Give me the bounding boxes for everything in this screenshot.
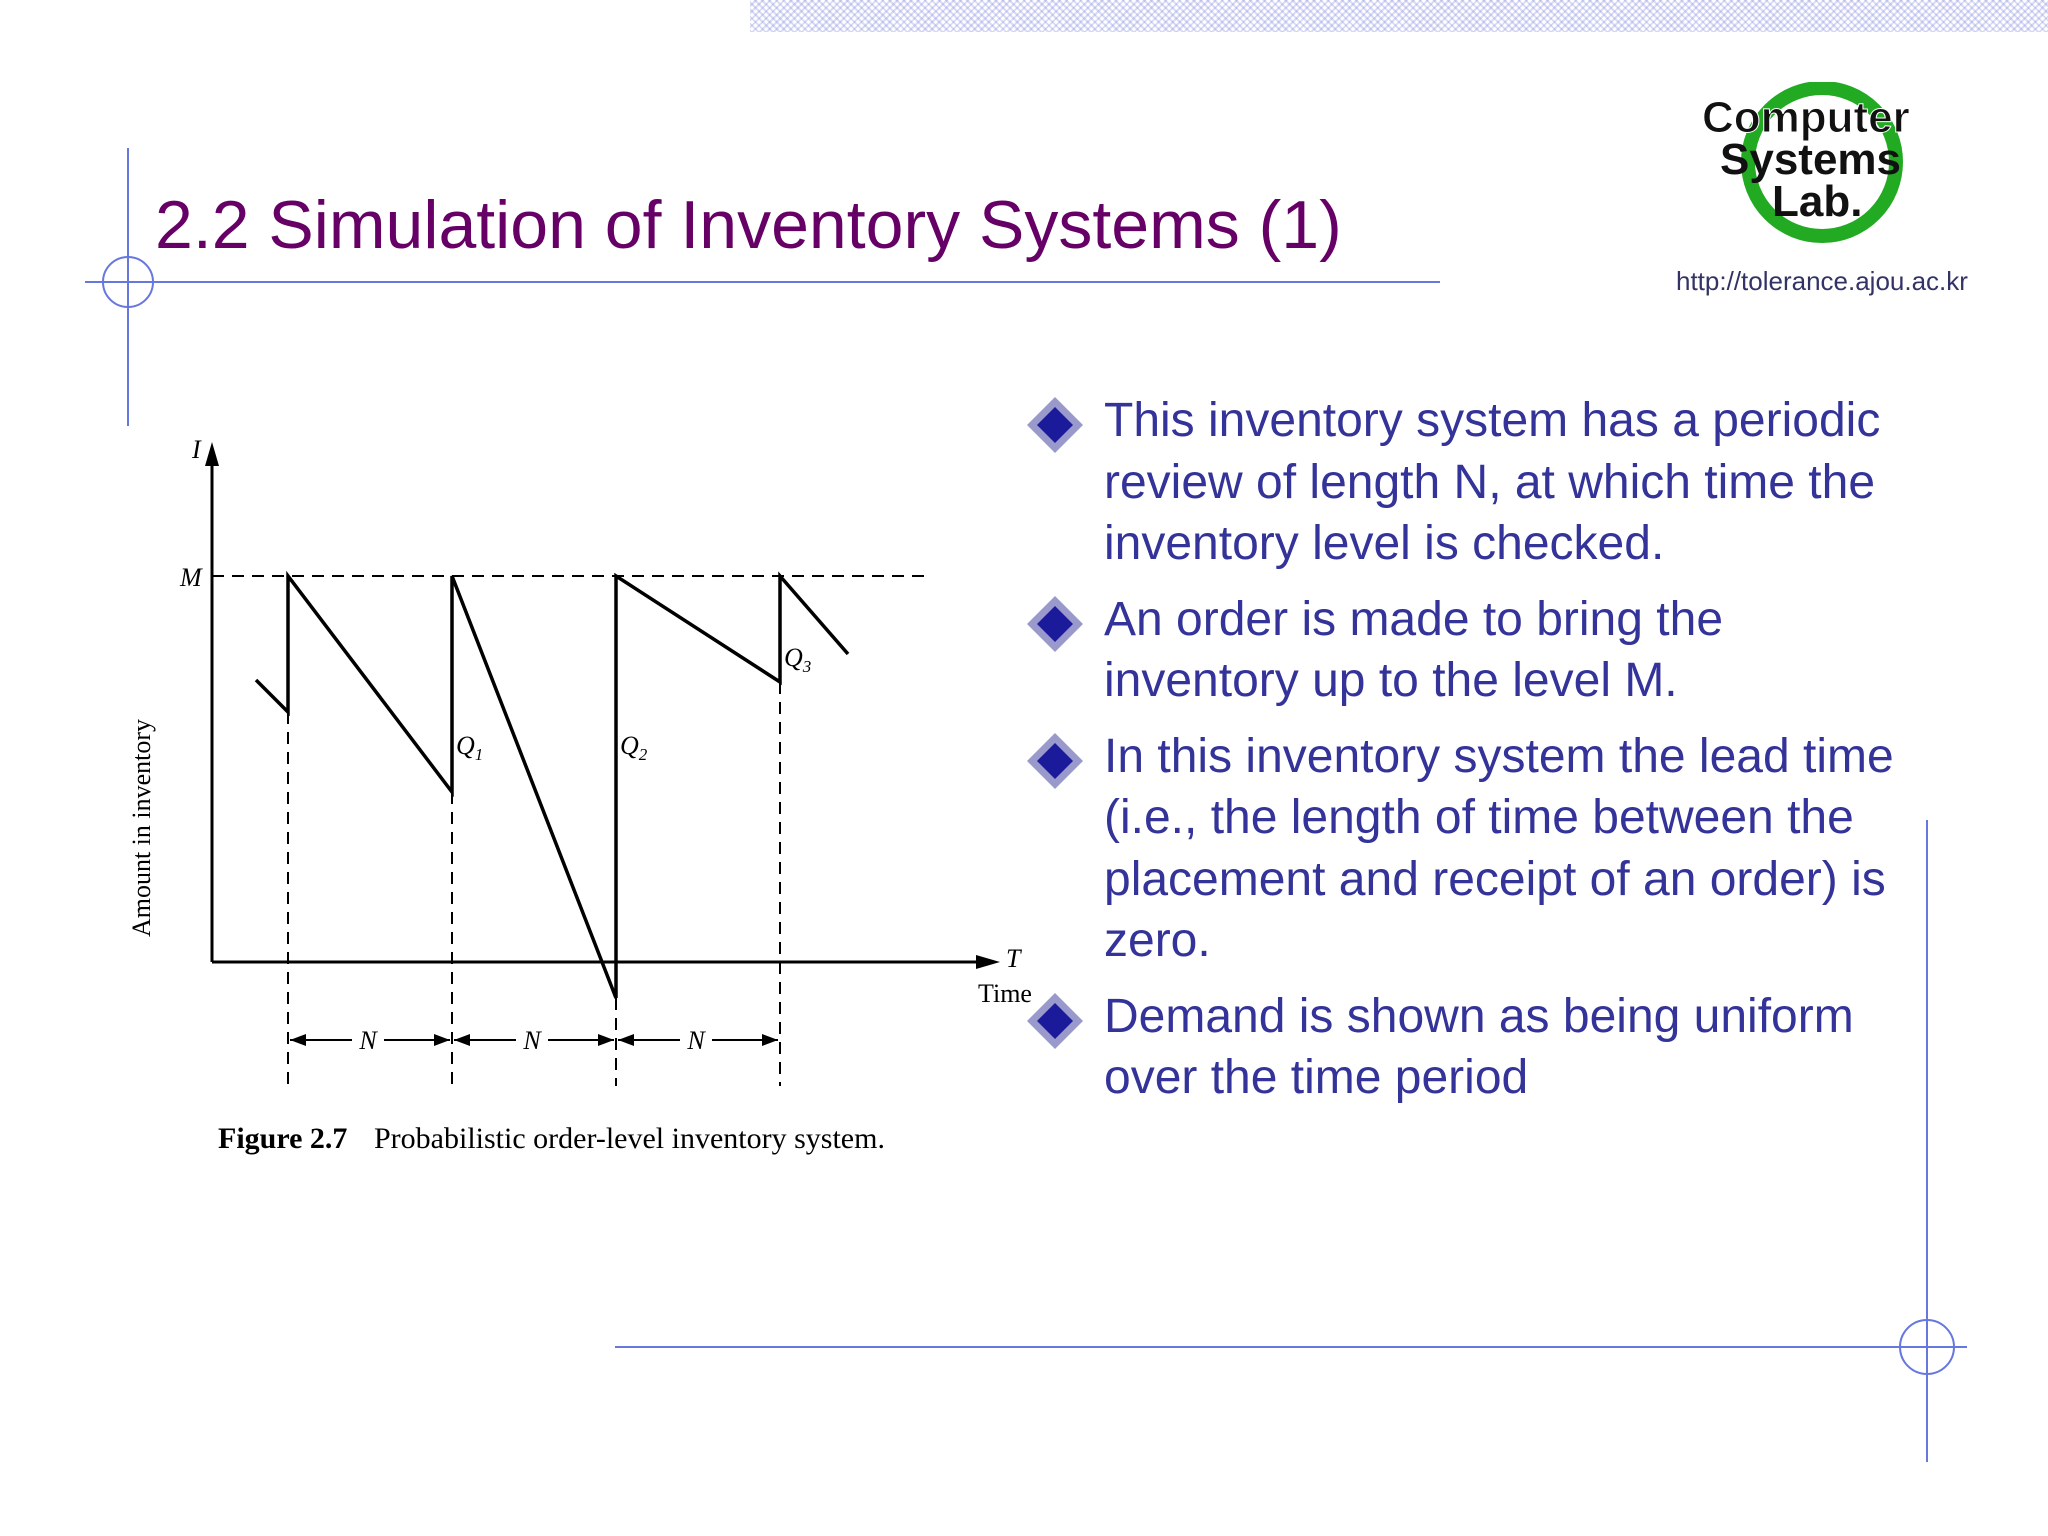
figure-caption-text: Probabilistic order-level inventory system. (374, 1122, 885, 1155)
x-axis-arrow (976, 955, 1000, 969)
bullet-item (1024, 726, 1924, 972)
bullet-list (1024, 390, 1924, 1123)
q3-label: $Q_3$ (784, 643, 812, 676)
diamond-bullet-icon (1024, 990, 1086, 1052)
bullet-item (1024, 589, 1924, 712)
logo-line2: Systems (1720, 135, 1902, 184)
inventory-sawtooth (256, 576, 848, 998)
bullet-text: This inventory system has a periodic review of length N, at which time the inventory level is checked. (1104, 394, 1881, 570)
period-label-2: N (523, 1026, 541, 1055)
logo-line1: Computer (1702, 93, 1910, 142)
q2-label: $Q_2$ (620, 731, 648, 764)
period-label-3: N (687, 1026, 705, 1055)
y-axis-arrow (205, 442, 219, 466)
q1-label: $Q_1$ (456, 731, 484, 764)
period-label-1: N (359, 1026, 377, 1055)
lab-logo (1700, 82, 1960, 252)
bullet-item (1024, 390, 1924, 575)
bullet-text: Demand is shown as being uniform over the time period (1104, 989, 1854, 1104)
slide-title: 2.2 Simulation of Inventory Systems (1) (155, 187, 1342, 263)
figure-caption-number: Figure 2.7 (218, 1122, 348, 1155)
x-axis-title: Time (978, 979, 1032, 1008)
y-axis-title: Amount in inventory (127, 718, 156, 938)
bullet-text: In this inventory system the lead time (i.e., the length of time between the placement and receipt of an order) is zero. (1104, 729, 1894, 967)
bullet-text: An order is made to bring the inventory up to the level M. (1104, 592, 1724, 707)
diamond-bullet-icon (1024, 394, 1086, 456)
inventory-figure (120, 430, 1040, 1170)
logo-line3: Lab. (1772, 177, 1863, 226)
lab-url[interactable]: http://tolerance.ajou.ac.kr (1676, 266, 1968, 296)
y-axis-symbol: I (192, 435, 201, 464)
x-axis-symbol: T (1006, 944, 1021, 973)
bullet-item (1024, 986, 1924, 1109)
level-m-label: M (180, 563, 202, 592)
diamond-bullet-icon (1024, 593, 1086, 655)
diamond-bullet-icon (1024, 730, 1086, 792)
